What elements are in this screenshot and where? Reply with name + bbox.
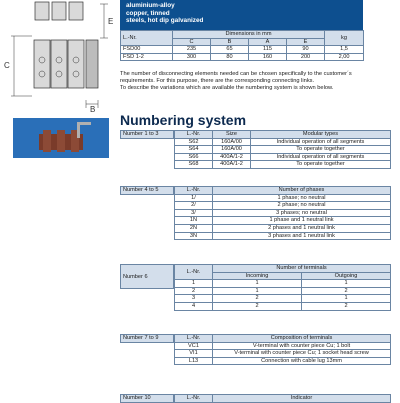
note-line: The number of disconnecting elements needed can be chosen specifically to the customer´s bbox=[120, 71, 352, 77]
table-row bbox=[175, 357, 391, 365]
note-line: requirements. For this purpose, there are the corresponding connecting links. bbox=[120, 78, 315, 84]
cell-type: To operate together bbox=[251, 146, 391, 154]
cell-outgoing: 1 bbox=[302, 295, 391, 303]
section-label: Number 10 bbox=[120, 394, 174, 403]
cell-kg: 2,00 bbox=[325, 53, 364, 61]
col-kg: kg bbox=[325, 31, 364, 46]
cell-type: Individual operation of all segments bbox=[251, 153, 391, 161]
cell-value: 300 bbox=[173, 53, 211, 61]
table-row bbox=[121, 46, 364, 54]
cell-lnr: 1/ bbox=[175, 194, 213, 202]
dimensions-group-header: Dimensions in mm bbox=[173, 31, 325, 39]
col-incoming: Incoming bbox=[213, 272, 302, 280]
cell-lnr: 3 bbox=[175, 295, 213, 303]
cell-size: 160A/00 bbox=[213, 146, 251, 154]
cell-desc: 1 phase and 1 neutral link bbox=[213, 217, 391, 225]
cell-desc: V-terminal with counter piece Cu; 1 bolt bbox=[213, 342, 391, 350]
col-letter: E bbox=[287, 38, 325, 46]
table-row bbox=[175, 295, 391, 303]
cell-kg: 1,5 bbox=[325, 46, 364, 54]
col-desc: Number of phases bbox=[213, 187, 391, 195]
technical-drawing bbox=[0, 0, 120, 112]
col-lnr: L.-Nr. bbox=[175, 131, 213, 139]
composition-table bbox=[174, 334, 391, 365]
col-lnr: L.-Nr. bbox=[175, 335, 213, 343]
cell-outgoing: 2 bbox=[302, 287, 391, 295]
table-row bbox=[175, 146, 391, 154]
cell-size: 400A/1-2 bbox=[213, 161, 251, 169]
cell-incoming: 2 bbox=[213, 302, 302, 310]
cell-type: Individual operation of all segments bbox=[251, 138, 391, 146]
cell-lnr: S64 bbox=[175, 146, 213, 154]
cell-lnr: 3N bbox=[175, 232, 213, 240]
cell-outgoing: 2 bbox=[302, 302, 391, 310]
cell-desc: 1 phase; no neutral bbox=[213, 194, 391, 202]
table-row bbox=[175, 217, 391, 225]
dimensions-table bbox=[120, 30, 364, 61]
material-line: copper, tinned bbox=[126, 9, 170, 17]
table-row bbox=[175, 342, 391, 350]
cell-lnr: FSD00 bbox=[121, 46, 173, 54]
section-label: Number 6 bbox=[120, 264, 174, 289]
col-lnr: L.-Nr. bbox=[121, 31, 173, 46]
cell-lnr: 2/ bbox=[175, 202, 213, 210]
cell-lnr: S66 bbox=[175, 153, 213, 161]
cell-type: To operate together bbox=[251, 161, 391, 169]
cell-lnr: FSD 1-2 bbox=[121, 53, 173, 61]
dim-label-e: E bbox=[108, 17, 114, 26]
table-row bbox=[175, 280, 391, 288]
table-row bbox=[121, 53, 364, 61]
cell-value: 200 bbox=[287, 53, 325, 61]
cell-value: 80 bbox=[211, 53, 249, 61]
cell-desc: V-terminal with counter piece Cu; 1 socket head screw bbox=[213, 350, 391, 358]
dim-label-c: C bbox=[4, 61, 10, 70]
indicator-table bbox=[174, 394, 391, 403]
cell-outgoing: 1 bbox=[302, 280, 391, 288]
material-line: steels, hot dip galvanized bbox=[126, 17, 204, 25]
table-row bbox=[175, 287, 391, 295]
cell-value: 235 bbox=[173, 46, 211, 54]
col-lnr: L.-Nr. bbox=[175, 187, 213, 195]
cell-lnr: 2 bbox=[175, 287, 213, 295]
cell-lnr: VI1 bbox=[175, 350, 213, 358]
section-label: Number 4 to 5 bbox=[120, 186, 174, 195]
col-lnr: L.-Nr. bbox=[175, 265, 213, 280]
cell-incoming: 1 bbox=[213, 287, 302, 295]
phases-table bbox=[174, 186, 391, 240]
note-line: To describe the variations which are available the numbering system is shown below. bbox=[120, 85, 334, 91]
col-desc: Composition of terminals bbox=[213, 335, 391, 343]
dim-label-b: B bbox=[90, 105, 96, 112]
product-photo bbox=[13, 118, 109, 158]
cell-size: 400A/1-2 bbox=[213, 153, 251, 161]
cell-lnr: S68 bbox=[175, 161, 213, 169]
cell-value: 90 bbox=[287, 46, 325, 54]
cell-lnr: 1N bbox=[175, 217, 213, 225]
table-row bbox=[175, 232, 391, 240]
note-paragraph bbox=[120, 71, 395, 92]
table-row bbox=[175, 350, 391, 358]
cell-value: 65 bbox=[211, 46, 249, 54]
col-type: Modular types bbox=[251, 131, 391, 139]
cell-incoming: 1 bbox=[213, 280, 302, 288]
table-row bbox=[175, 209, 391, 217]
cell-lnr: 4 bbox=[175, 302, 213, 310]
cell-lnr: 1 bbox=[175, 280, 213, 288]
section-label: Number 7 to 9 bbox=[120, 334, 174, 343]
cell-desc: 3 phases and 1 neutral link bbox=[213, 232, 391, 240]
table-row bbox=[175, 202, 391, 210]
cell-lnr: S62 bbox=[175, 138, 213, 146]
terminals-group-header: Number of terminals bbox=[213, 265, 391, 273]
cell-lnr: L13 bbox=[175, 357, 213, 365]
table-row bbox=[175, 302, 391, 310]
col-size: Size bbox=[213, 131, 251, 139]
cell-value: 160 bbox=[249, 53, 287, 61]
cell-lnr: VC1 bbox=[175, 342, 213, 350]
section-label: Number 1 to 3 bbox=[120, 130, 174, 139]
page-heading: Numbering system bbox=[120, 112, 247, 128]
modular-types-table bbox=[174, 130, 391, 169]
table-row bbox=[175, 224, 391, 232]
col-letter: A bbox=[249, 38, 287, 46]
cell-lnr: 3/ bbox=[175, 209, 213, 217]
material-line: aluminium-alloy bbox=[126, 2, 175, 9]
cell-incoming: 2 bbox=[213, 295, 302, 303]
cell-value: 115 bbox=[249, 46, 287, 54]
cell-desc: 2 phases and 1 neutral link bbox=[213, 224, 391, 232]
col-letter: B bbox=[211, 38, 249, 46]
table-row bbox=[175, 153, 391, 161]
terminals-table bbox=[174, 264, 391, 311]
col-outgoing: Outgoing bbox=[302, 272, 391, 280]
table-row bbox=[175, 161, 391, 169]
col-letter: C bbox=[173, 38, 211, 46]
materials-banner bbox=[120, 0, 363, 30]
col-lnr: L.-Nr. bbox=[175, 395, 213, 403]
cell-lnr: 2N bbox=[175, 224, 213, 232]
cell-desc: 2 phase; no neutral bbox=[213, 202, 391, 210]
cell-desc: 3 phases; no neutral bbox=[213, 209, 391, 217]
cell-desc: Connection with cable lug 13mm bbox=[213, 357, 391, 365]
table-row bbox=[175, 194, 391, 202]
cell-size: 160A/00 bbox=[213, 138, 251, 146]
col-desc: Indicator bbox=[213, 395, 391, 403]
table-row bbox=[175, 138, 391, 146]
